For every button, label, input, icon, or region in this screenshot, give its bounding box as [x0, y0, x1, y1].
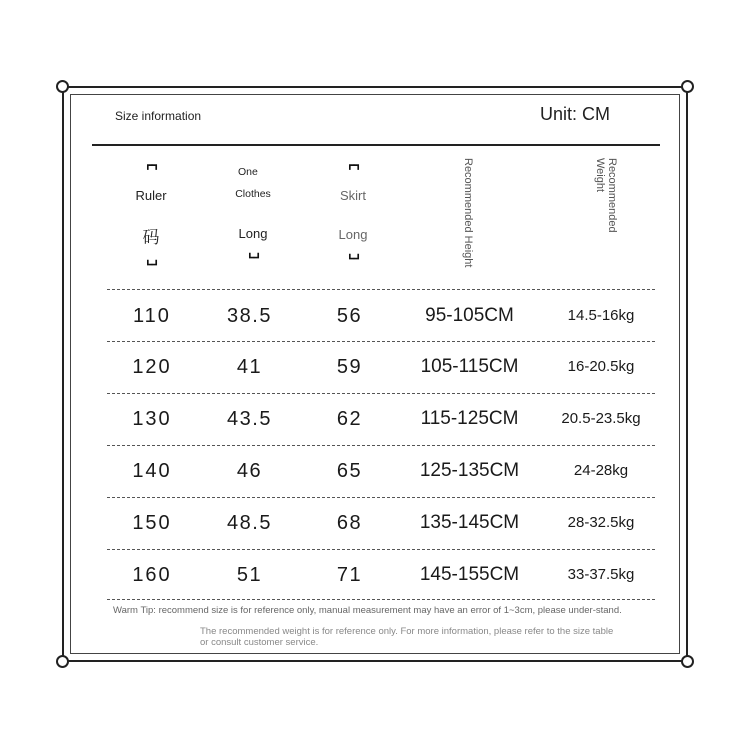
column-header-clothes-long: [222, 166, 284, 260]
header-divider: [92, 144, 660, 146]
recommended-weight-cell: 33-37.5kg: [567, 566, 635, 583]
top-bracket-icon: ⌜⌝: [145, 163, 157, 180]
clothes-long-cell: 48.5: [227, 512, 272, 534]
clothes-long-cell: 41: [236, 356, 263, 378]
weight-reference-note: The recommended weight is for reference only. For more information, please refer to the size table or consult customer service.: [200, 626, 614, 648]
size-cell: 140: [132, 460, 172, 482]
clothes-long-cell: 38.5: [227, 305, 272, 327]
table-row: [107, 290, 655, 342]
recommended-weight-cell: 16-20.5kg: [567, 358, 635, 375]
recommended-height-cell: 135-145CM: [419, 512, 520, 533]
recommended-weight-cell: 20.5-23.5kg: [561, 410, 641, 427]
recommended-height-cell: 105-115CM: [420, 356, 519, 377]
clothes-long-cell: 51: [236, 564, 263, 586]
unit-label: Unit: CM: [540, 104, 611, 124]
warm-tip-note: Warm Tip: recommend size is for reference only, manual measurement may have an error of 1~3cm, please under-stand.: [113, 605, 622, 616]
skirt-long-cell: 71: [336, 564, 363, 586]
recommended-height-cell: 125-135CM: [419, 460, 520, 481]
skirt-long-cell: 62: [336, 408, 363, 430]
column-header-recommended-weight: Recommended Weight: [594, 158, 618, 233]
table-row: [107, 497, 655, 549]
corner-ornament-top-right: [681, 80, 694, 93]
clothes-long-cell: 46: [236, 460, 263, 482]
bottom-bracket-icon: ⌞⌟: [347, 245, 359, 262]
size-information-title: Size information: [115, 109, 202, 123]
recommended-height-cell: 115-125CM: [420, 408, 519, 429]
clothes-header-line3: Long: [238, 226, 268, 241]
skirt-long-cell: 65: [336, 460, 363, 482]
corner-ornament-bottom-left: [56, 655, 69, 668]
size-cell: 110: [133, 305, 171, 327]
table-row: [107, 549, 655, 601]
column-header-recommended-height: Recommended Height: [462, 158, 474, 268]
size-cell: 150: [132, 512, 172, 534]
recommended-height-cell: 95-105CM: [425, 305, 514, 326]
clothes-header-line2: Clothes: [235, 188, 271, 200]
size-header-top: Ruler: [135, 188, 167, 203]
size-cell: 130: [132, 408, 172, 430]
bottom-bracket-icon: ⌞⌟: [145, 251, 157, 268]
recommended-weight-cell: 28-32.5kg: [567, 514, 635, 531]
top-bracket-icon: ⌜⌝: [347, 163, 359, 180]
recommended-weight-cell: 14.5-16kg: [567, 307, 635, 324]
size-header-bottom: 码: [142, 228, 160, 247]
skirt-header-top: Skirt: [340, 188, 366, 203]
size-cell: 120: [132, 356, 172, 378]
table-row: [107, 393, 655, 445]
skirt-header-bottom: Long: [338, 227, 368, 242]
table-row: [107, 445, 655, 497]
corner-ornament-bottom-right: [681, 655, 694, 668]
corner-ornament-top-left: [56, 80, 69, 93]
recommended-height-cell: 145-155CM: [419, 564, 520, 585]
clothes-long-cell: 43.5: [227, 408, 272, 430]
skirt-long-cell: 59: [336, 356, 363, 378]
table-row: [107, 341, 655, 393]
column-header-skirt-long: [322, 164, 384, 261]
bottom-bracket-icon: ⌞⌟: [247, 244, 259, 261]
column-header-size: [120, 164, 182, 267]
clothes-header-line1: One: [238, 166, 258, 178]
skirt-long-cell: 68: [336, 512, 363, 534]
skirt-long-cell: 56: [336, 305, 363, 327]
size-cell: 160: [132, 564, 172, 586]
recommended-weight-cell: 24-28kg: [573, 462, 629, 479]
